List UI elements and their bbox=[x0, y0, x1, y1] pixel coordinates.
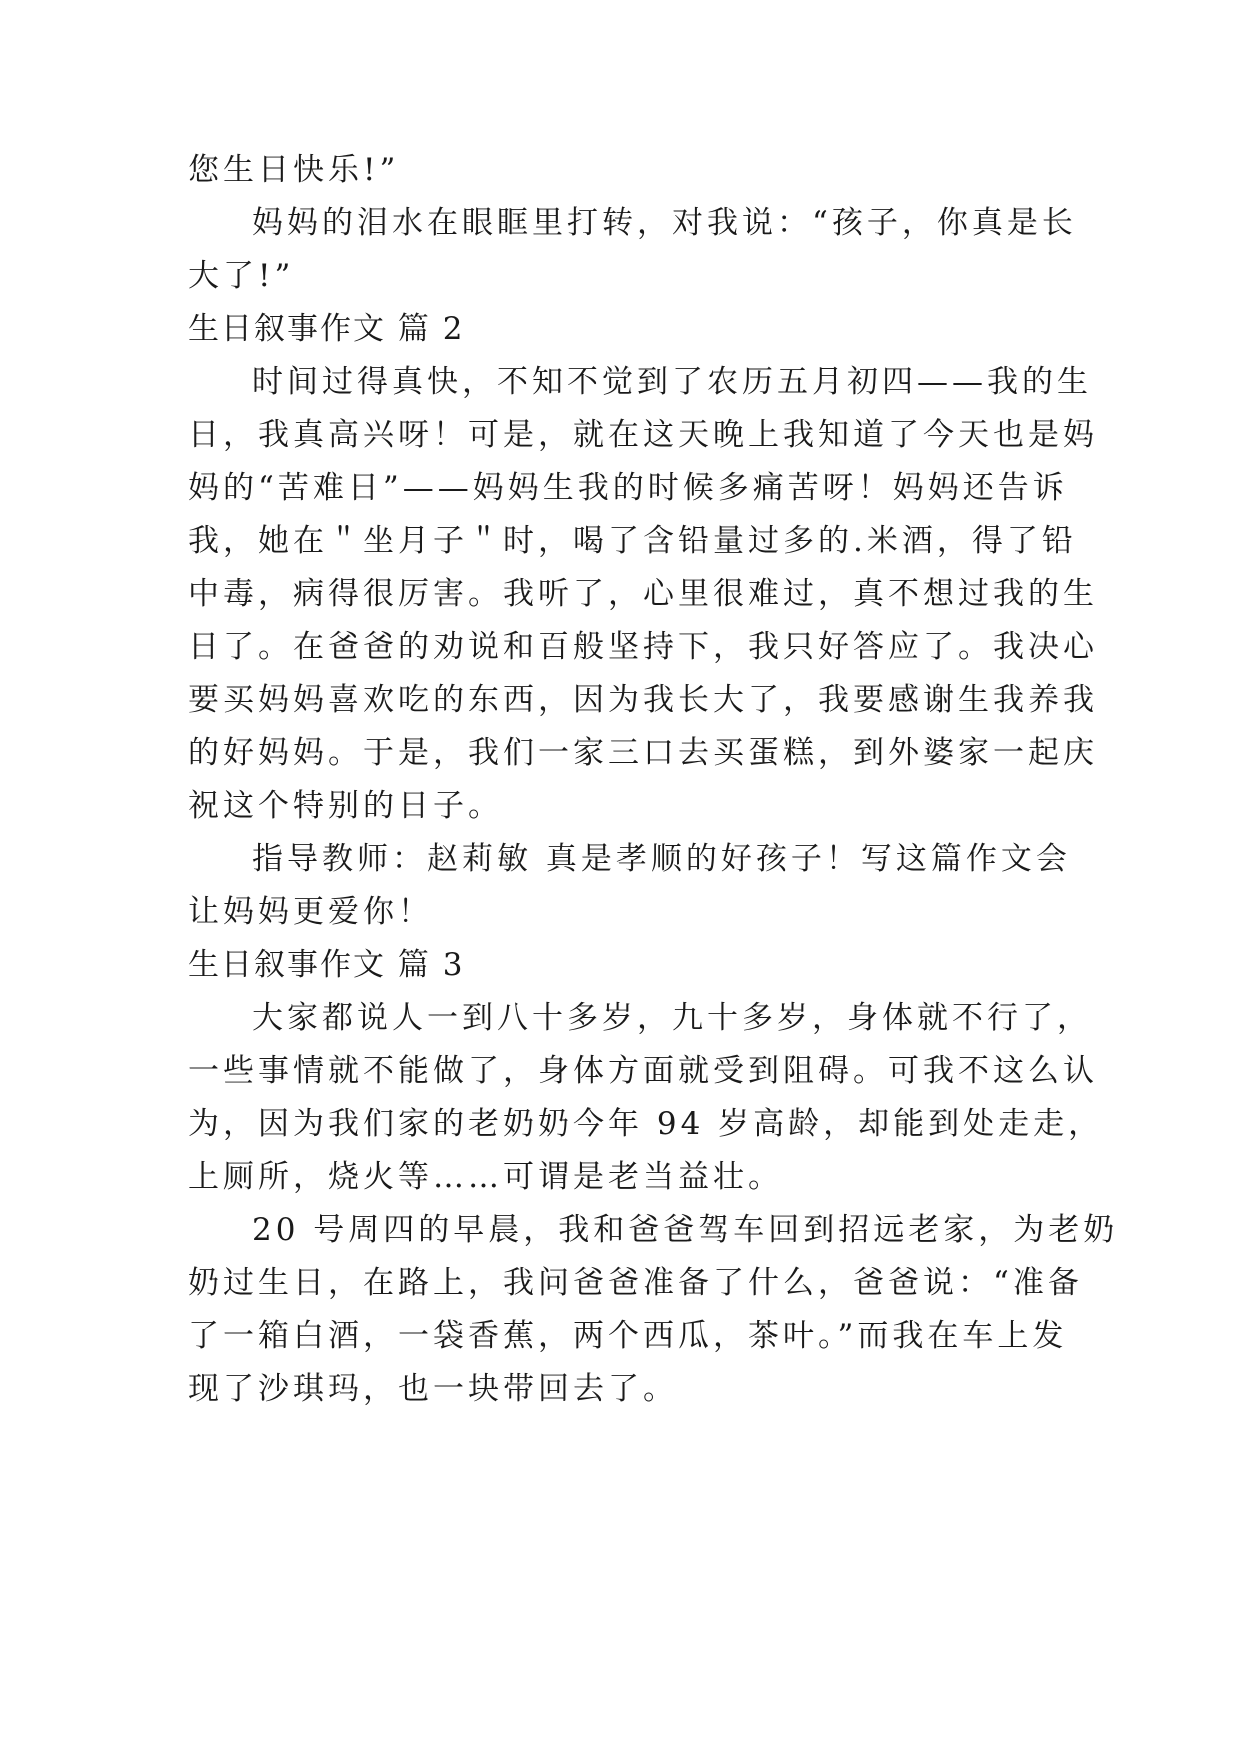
paragraph-line: 要买妈妈喜欢吃的东西，因为我长大了，我要感谢生我养我 bbox=[188, 682, 1098, 718]
paragraph-line: 妈的“苦难日”——妈妈生我的时候多痛苦呀！妈妈还告诉 bbox=[188, 470, 1068, 506]
paragraph-line: 现了沙琪玛，也一块带回去了。 bbox=[188, 1371, 678, 1407]
section-heading: 生日叙事作文 篇 2 bbox=[188, 311, 465, 347]
paragraph-line: 祝这个特别的日子。 bbox=[188, 788, 503, 824]
paragraph-line: 您生日快乐!” bbox=[188, 152, 400, 188]
paragraph-line: 日了。在爸爸的劝说和百般坚持下，我只好答应了。我决心 bbox=[188, 629, 1098, 665]
paragraph-line: 上厕所，烧火等……可谓是老当益壮。 bbox=[188, 1159, 783, 1195]
paragraph-line: 中毒，病得很厉害。我听了，心里很难过，真不想过我的生 bbox=[188, 576, 1098, 612]
paragraph-line: 大了!” bbox=[188, 258, 295, 294]
paragraph-line: 大家都说人一到八十多岁，九十多岁，身体就不行了， bbox=[252, 1000, 1092, 1036]
paragraph-line: 我，她在＂坐月子＂时，喝了含铅量过多的.米酒，得了铅 bbox=[188, 523, 1077, 559]
paragraph-line: 的好妈妈。于是，我们一家三口去买蛋糕，到外婆家一起庆 bbox=[188, 735, 1098, 771]
paragraph-line: 了一箱白酒，一袋香蕉，两个西瓜，茶叶。”而我在车上发 bbox=[188, 1318, 1068, 1354]
paragraph-line: 指导教师：赵莉敏 真是孝顺的好孩子！写这篇作文会 bbox=[252, 841, 1071, 877]
paragraph-line: 时间过得真快，不知不觉到了农历五月初四——我的生 bbox=[252, 364, 1092, 400]
paragraph-line: 让妈妈更爱你！ bbox=[188, 894, 433, 930]
paragraph-line: 奶过生日，在路上，我问爸爸准备了什么，爸爸说：“准备 bbox=[188, 1265, 1083, 1301]
section-heading: 生日叙事作文 篇 3 bbox=[188, 947, 465, 983]
paragraph-line: 日，我真高兴呀！可是，就在这天晚上我知道了今天也是妈 bbox=[188, 417, 1098, 453]
paragraph-line: 为，因为我们家的老奶奶今年 94 岁高龄，却能到处走走， bbox=[188, 1106, 1104, 1142]
paragraph-line: 一些事情就不能做了，身体方面就受到阻碍。可我不这么认 bbox=[188, 1053, 1098, 1089]
paragraph-line: 20 号周四的早晨，我和爸爸驾车回到招远老家，为老奶 bbox=[252, 1212, 1119, 1248]
paragraph-line: 妈妈的泪水在眼眶里打转，对我说：“孩子，你真是长 bbox=[252, 205, 1077, 241]
